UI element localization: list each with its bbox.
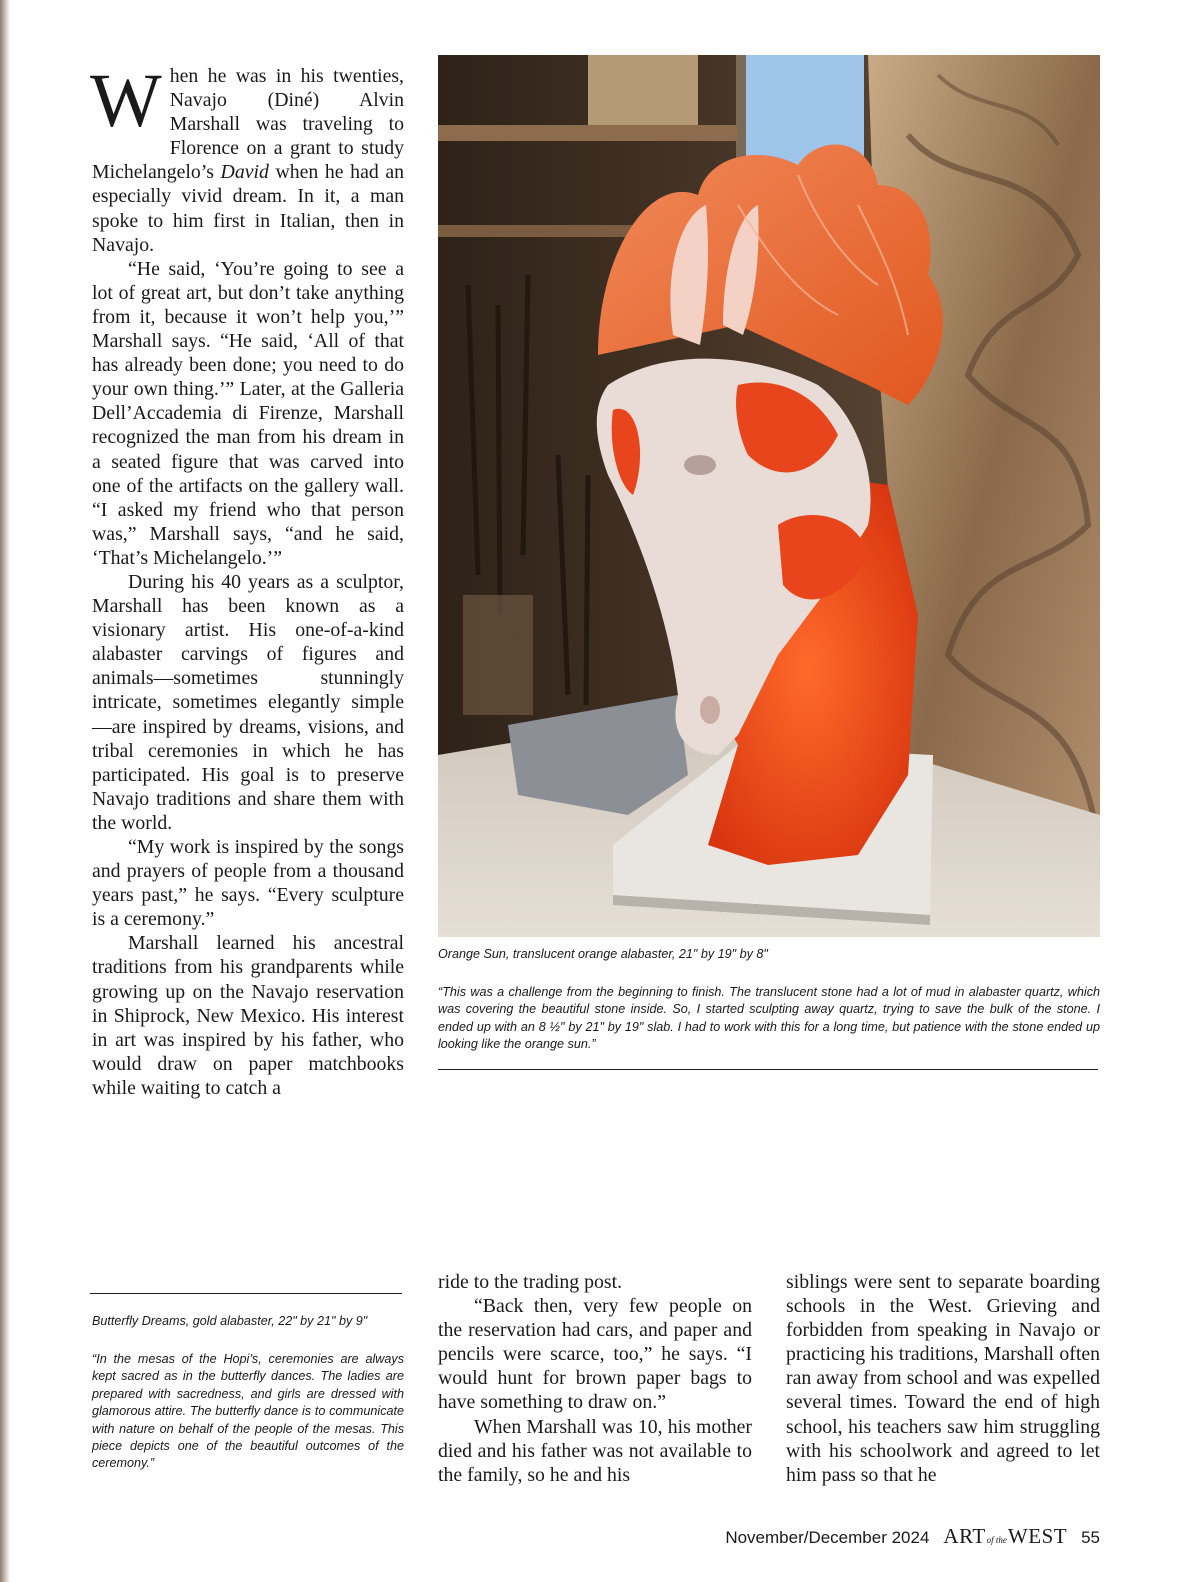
article-column-right: [786, 1270, 1100, 1487]
butterfly-dreams-caption-quote: “In the mesas of the Hopi’s, ceremonies are always kept sacred as in the butterfly dances. The ladies are prepared with sacredness, and girls are dressed with glamorous attire. The butterfly dance is to communicate with nature on behalf of the people of the mesas. This piece depicts one of the beautiful outcomes of the ceremony.”: [92, 1352, 404, 1471]
butterfly-dreams-caption-title: Butterfly Dreams, gold alabaster, 22" by 21" by 9": [92, 1314, 368, 1328]
article-column-left: [90, 59, 404, 1100]
artwork-title-david: David: [220, 161, 269, 184]
article-paragraph: When Marshall was 10, his mother died and his father was not available to the family, so he and his: [438, 1415, 752, 1486]
article-column-middle: [438, 1270, 752, 1487]
orange-sun-caption-title: Orange Sun, translucent orange alabaster, 21" by 19" by 8": [438, 947, 768, 961]
issue-date: November/December 2024: [725, 1528, 930, 1547]
orange-sun-photo: [438, 55, 1100, 937]
article-paragraph: When he was in his twenties, Navajo (Diné) Alvin Marshall was traveling to Florence on a grant to study Michelangelo’s David when he had an especially vivid dream. In it, a man spoke to him first in Italian, then in Navajo.: [90, 59, 404, 256]
caption-rule: [90, 1293, 402, 1294]
article-paragraph: Marshall learned his ancestral traditions from his grandparents while growing up on the Navajo reservation in Shiprock, New Mexico. His interest in art was inspired by his father, who would draw on paper matchbooks while waiting to catch a: [92, 932, 404, 1099]
drop-cap: W: [90, 59, 162, 143]
article-paragraph: “He said, ‘You’re going to see a lot of great art, but don’t take anything from it, because it won’t help you,’” Marshall says. “He said, ‘All of that has already been done; you need to do your own thing.’” Later, at the Galleria Dell’Accademia di Firenze, Marshall recognized the man from his dream in a seated figure that was carved into one of the artifacts on the gallery wall. “I asked my friend who that person was,” Marshall says, “and he said, ‘That’s Michelangelo.’”: [92, 257, 404, 569]
article-paragraph: ride to the trading post.: [438, 1271, 623, 1293]
page-gutter-shadow: [0, 0, 10, 1582]
article-paragraph: “My work is inspired by the songs and prayers of people from a thousand years past,” he says. “Every sculpture is a ceremony.”: [92, 836, 404, 931]
horse-sculpture-image: [438, 55, 1100, 937]
article-paragraph: During his 40 years as a sculptor, Marshall has been known as a visionary artist. His one-of-a-kind alabaster carvings of figures and animals—sometimes stunningly intricate, sometimes elegantly simple—are inspired by dreams, visions, and tribal ceremonies in which he has participated. His goal is to preserve Navajo traditions and share them with the world.: [92, 570, 404, 834]
caption-rule: [438, 1069, 1098, 1070]
page-footer: [700, 1524, 1100, 1552]
orange-sun-caption-quote: “This was a challenge from the beginning to finish. The translucent stone had a lot of mud in alabaster quartz, which was covering the beautiful stone inside. So, I started sculpting away quartz, trying to save the bulk of the stone. I ended up with an 8 ½" by 21" by 19" slab. I had to work with this for a long time, but patience with the stone ended up looking like the orange sun.”: [438, 985, 1100, 1052]
article-paragraph: “Back then, very few people on the reservation had cars, and paper and pencils were scarce, too,” he says. “I would hunt for brown paper bags to have something to draw on.”: [438, 1295, 752, 1414]
page-number: 55: [1081, 1528, 1100, 1547]
article-paragraph: siblings were sent to separate boarding schools in the West. Grieving and forbidden from speaking in Navajo or practicing his traditions, Marshall often ran away from school and was expelled several times. Toward the end of high school, his teachers saw him struggling with his schoolwork and agreed to let him pass so that he: [786, 1271, 1100, 1486]
magazine-logo: ARTof theWEST: [943, 1524, 1068, 1548]
